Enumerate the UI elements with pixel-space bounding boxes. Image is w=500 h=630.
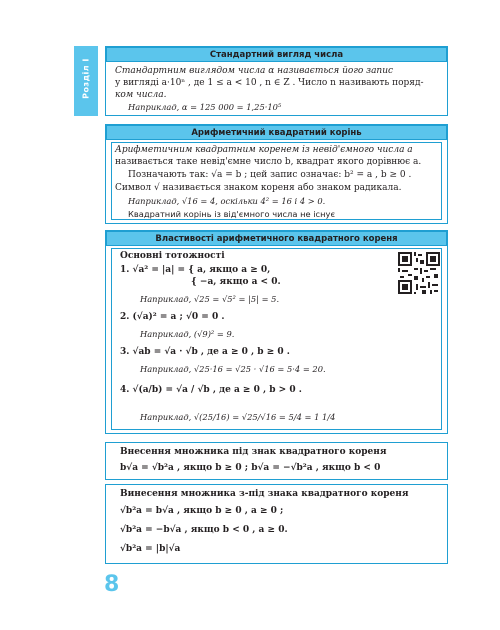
standard-form-line-3: ком числа. xyxy=(115,90,167,100)
factor-in-title: Внесення множника під знак квадратного кореня xyxy=(120,447,387,457)
factor-out-rule-3: √b²a = |b|√a xyxy=(120,544,181,554)
square-root-example: Наприклад, √16 = 4, оскільки 4² = 16 і 4 > 0. xyxy=(128,196,326,206)
square-root-line-4: Символ √ називається знаком кореня або знаком радикала. xyxy=(115,183,402,193)
factor-out-title: Винесення множника з-під знака квадратного кореня xyxy=(120,489,409,499)
identity-4: 4. √(a/b) = √a / √b , де a ≥ 0 , b > 0 . xyxy=(120,385,302,395)
identity-1: 1. √a² = |a| = { a, якщо a ≥ 0, xyxy=(120,265,271,275)
identity-1-example: Наприклад, √25 = √5² = |5| = 5. xyxy=(140,294,280,304)
factor-out-rule-2: √b²a = −b√a , якщо b < 0 , a ≥ 0. xyxy=(120,525,288,535)
qr-code-image xyxy=(398,252,440,294)
identity-4-example: Наприклад, √(25/16) = √25/√16 = 5/4 = 1 1/4 xyxy=(140,412,336,422)
side-tab-label: Розділ І xyxy=(81,58,91,99)
section-side-tab xyxy=(74,46,98,116)
identity-3-example: Наприклад, √25·16 = √25 · √16 = 5·4 = 20. xyxy=(140,364,326,374)
factor-out-rule-1: √b²a = b√a , якщо b ≥ 0 , a ≥ 0 ; xyxy=(120,506,284,516)
properties-subtitle: Основні тотожності xyxy=(120,251,225,261)
square-root-note: Квадратний корінь із від'ємного числа не існує xyxy=(128,209,335,219)
page-number: 8 xyxy=(104,572,120,597)
square-root-title: Арифметичний квадратний корінь xyxy=(106,125,447,140)
square-root-line-2: називається таке невід'ємне число b, квадрат якого дорівнює a. xyxy=(115,157,422,167)
square-root-line-3: Позначають так: √a = b ; цей запис означає: b² = a , b ≥ 0 . xyxy=(128,170,412,180)
identity-2: 2. (√a)² = a ; √0 = 0 . xyxy=(120,312,225,322)
standard-form-line-1: Стандартним виглядом числа α називається його запис xyxy=(115,66,394,76)
identity-3: 3. √ab = √a · √b , де a ≥ 0 , b ≥ 0 . xyxy=(120,347,290,357)
standard-form-line-2: у вигляді a·10ⁿ , де 1 ≤ a < 10 , n ∈ Z . Число n називають поряд- xyxy=(115,78,424,88)
identity-2-example: Наприклад, (√9)² = 9. xyxy=(140,329,235,339)
identity-1-case-2: { −a, якщо a < 0. xyxy=(191,277,281,287)
factor-in-rule: b√a = √b²a , якщо b ≥ 0 ; b√a = −√b²a , якщо b < 0 xyxy=(120,463,381,473)
standard-form-title: Стандартний вигляд числа xyxy=(106,47,447,62)
standard-form-example: Наприклад, α = 125 000 = 1,25·10⁵ xyxy=(128,102,282,112)
square-root-line-1: Арифметичним квадратним коренем із невід'ємного числа a xyxy=(115,145,413,155)
properties-title: Властивості арифметичного квадратного кореня xyxy=(106,231,447,246)
